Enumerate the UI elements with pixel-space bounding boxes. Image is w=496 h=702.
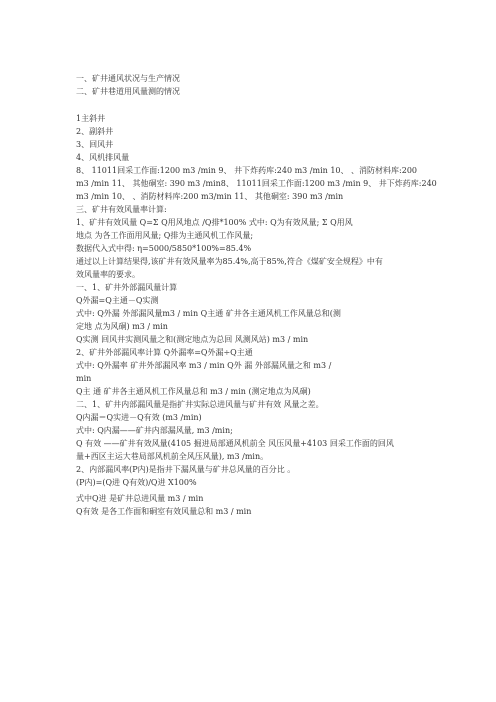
section-heading: 三、矿井有效风量率计算:	[76, 205, 167, 214]
text-line: 1主斜井	[76, 114, 106, 123]
text-line: min	[76, 374, 92, 383]
text-line: 定地 点为风硐) m3 / min	[76, 322, 168, 331]
text-line: 式中Q进 是矿井总进风量 m3 / min	[76, 494, 204, 503]
text-line: m3 /min 10、 、消防材料库:200 m3/min 11、 其他硐室: 390 m3 /min	[76, 192, 344, 201]
section-heading: 二、矿井巷道用风量测的情况	[76, 87, 180, 96]
section-heading: 二、1、矿井内部漏风量是指扩井实际总进风量与矿井有效 风量之差。	[76, 400, 324, 409]
formula-line: Q内漏＝Q实进－Q有效 (m3 /min)	[76, 413, 202, 422]
text-line: Q有效 是各工作面和硐室有效风量总和 m3 / min	[76, 507, 252, 516]
text-line: 量+西区主运大巷局部风机前全风压风量), m3 /min。	[76, 452, 269, 461]
text-line: 效风量率的要求。	[76, 270, 140, 279]
text-line: Q主 通 矿井各主通风机工作风量总和 m3 / min (测定地点为风硐)	[76, 387, 311, 396]
formula-line: 2、矿井外部漏风率计算 Q外漏率=Q外漏÷Q主通	[76, 348, 253, 357]
text-line: m3 /min 11、 其他硐室: 390 m3 /min8、 11011回采工作面:1200 m3 /min 9、 井下炸药库:240	[76, 179, 437, 188]
section-heading: 一、1、矿井外部漏风量计算	[76, 283, 178, 292]
text-line: 8、 11011回采工作面:1200 m3 /min 9、 井下炸药库:240 m3 /min 10、 、消防材料库:200	[76, 166, 418, 175]
formula-line: (P内)=(Q进 Q有效)/Q进 X100%	[76, 478, 197, 487]
text-line: 通过以上计算结果得,该矿井有效风量率为85.4%,高于85%,符合《煤矿安全规程》中有	[76, 257, 383, 266]
text-line: 2、内部漏风率(P内)是指井下漏风量与矿井总风量的百分比 。	[76, 465, 296, 474]
text-line: 式中: Q外漏率 矿井外部漏风率 m3 / min Q外 漏 外部漏风量之和 m3 /	[76, 361, 332, 370]
text-line: 地点 为各工作面用风量; Q排为主通风机工作风量;	[76, 231, 254, 240]
text-line: 4、风机排风量	[76, 153, 130, 162]
section-heading: 一、矿井通风状况与生产情况	[76, 74, 180, 83]
text-line: 式中: Q内漏——矿井内部漏风量, m3 /min;	[76, 426, 233, 435]
text-line: 3、回风井	[76, 140, 114, 149]
formula-line: Q外漏=Q主通－Q实测	[76, 296, 159, 305]
text-line: 2、副斜井	[76, 127, 114, 136]
text-line: Q 有效 ——矿井有效风量(4105 掘进局部通风机前全 风压风量+4103 回采工作面的回风	[76, 439, 394, 448]
text-line: 式中: Q外漏 外部漏风量m3 / min Q主通 矿井各主通风机工作风量总和(测	[76, 309, 341, 318]
text-line: 1、矿井有效风量 Q=Σ Q用风地点 /Q排*100% 式中: Q为有效风量; Σ Q用风	[76, 218, 353, 227]
text-line: Q实测 回风井实测风量之和(测定地点为总回 风测风站) m3 / min	[76, 335, 309, 344]
text-line: 数据代入式中得: η=5000/5850*100%=85.4%	[76, 244, 252, 253]
